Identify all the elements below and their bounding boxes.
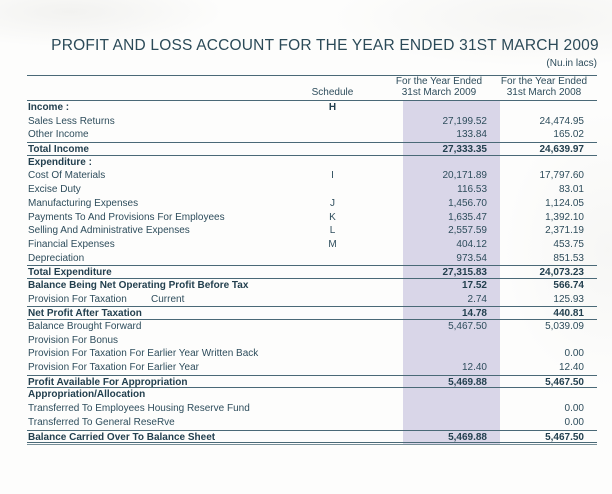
- table-row: [27, 101, 597, 115]
- row-value-2008: 5,467.50: [545, 431, 584, 443]
- row-value-2009: [365, 347, 487, 361]
- row-value-2008: 1,124.05: [545, 197, 584, 209]
- row-value-2009: 116.53: [457, 184, 487, 196]
- column-header-year-2008: [487, 76, 597, 98]
- row-label: Income :: [28, 102, 70, 113]
- row-value-2009: 2,557.59: [448, 225, 487, 237]
- row-value-2009: 27,315.83: [442, 267, 487, 279]
- row-label: Balance Carried Over To Balance Sheet: [28, 431, 216, 443]
- row-label: Transferred To Employees Housing Reserve Fund: [28, 403, 250, 415]
- row-schedule: [300, 279, 365, 293]
- row-label-cell: [27, 293, 300, 307]
- row-label: Selling And Administrative Expenses: [28, 225, 190, 237]
- row-schedule: [300, 128, 365, 142]
- row-value-2008: 165.02: [553, 129, 584, 141]
- row-value-2009: 17.52: [461, 279, 487, 291]
- row-value-2009: 5,469.88: [448, 431, 487, 443]
- row-value-2009: [365, 388, 487, 402]
- row-schedule: [300, 334, 365, 348]
- table-row: [27, 320, 597, 334]
- row-value-2008: [487, 101, 597, 115]
- row-schedule: [300, 252, 365, 266]
- row-value-2009: [365, 334, 487, 348]
- column-header-year-2009-line2: 31st March 2009: [401, 87, 477, 98]
- row-label-cell: [27, 279, 300, 293]
- row-label: Sales Less Returns: [28, 115, 115, 127]
- row-value-2009: 20,171.89: [442, 170, 487, 182]
- row-label: Provision For Taxation For Earlier Year Written Back: [28, 348, 259, 360]
- row-value-2009: [365, 156, 487, 170]
- row-label-cell: [27, 266, 300, 280]
- row-label: Net Profit After Taxation: [28, 308, 142, 320]
- column-header-year-2008-line2: 31st March 2008: [506, 87, 582, 98]
- column-header-year-2009-line1: For the Year Ended: [395, 76, 483, 87]
- row-label-cell: [27, 252, 300, 266]
- row-label: Excise Duty: [28, 184, 81, 196]
- row-label-cell: [27, 211, 300, 225]
- row-value-2008: 566.74: [553, 279, 584, 291]
- row-value-2009: 5,469.88: [448, 376, 487, 388]
- row-value-2008: [487, 156, 597, 170]
- row-label: Provision For Taxation: [28, 293, 127, 305]
- table-row: [27, 416, 597, 430]
- table-rows: [27, 101, 597, 443]
- row-label-cell: [27, 197, 300, 211]
- table-row: [27, 238, 597, 252]
- row-label-cell: [27, 402, 300, 416]
- row-value-2008: 24,073.23: [539, 267, 584, 279]
- row-value-2009: 973.54: [456, 252, 487, 264]
- row-label-cell: [27, 320, 300, 334]
- row-label-cell: [27, 156, 300, 170]
- row-value-2009: 27,333.35: [442, 144, 487, 156]
- row-schedule: [300, 347, 365, 361]
- row-value-2008: 5,467.50: [545, 376, 584, 388]
- column-header-schedule: Schedule: [311, 87, 354, 98]
- row-value-2009: 1,456.70: [448, 197, 487, 209]
- table-row: [27, 388, 597, 402]
- row-value-2008: [487, 334, 597, 348]
- row-schedule: I: [331, 170, 334, 182]
- table-row: [27, 375, 597, 389]
- row-label: Payments To And Provisions For Employees: [28, 211, 225, 223]
- table-row: [27, 306, 597, 320]
- table-row: [27, 211, 597, 225]
- row-label-cell: [27, 183, 300, 197]
- table-row: [27, 169, 597, 183]
- table-row: [27, 183, 597, 197]
- row-value-2008: 5,039.09: [545, 321, 584, 332]
- column-header-year-2009: [365, 76, 487, 98]
- row-label: Balance Brought Forward: [28, 321, 142, 332]
- row-schedule: [300, 416, 365, 430]
- row-value-2009: 27,199.52: [442, 115, 487, 127]
- row-label-cell: [27, 224, 300, 238]
- row-schedule: [300, 320, 365, 334]
- row-value-2008: 0.00: [564, 416, 584, 428]
- row-value-2009: 404.12: [456, 238, 487, 250]
- row-label-cell: [27, 169, 300, 183]
- table-header-row: [27, 75, 597, 101]
- row-label-cell: [27, 238, 300, 252]
- row-value-2008: 83.01: [558, 184, 584, 196]
- row-label: Expenditure :: [28, 156, 92, 168]
- row-label-cell: [27, 128, 300, 142]
- row-value-2008: 24,639.97: [539, 144, 584, 156]
- table-row: [27, 265, 597, 279]
- row-label: Total Income: [28, 144, 89, 156]
- row-value-2008: [487, 388, 597, 402]
- row-label: Manufacturing Expenses: [28, 197, 139, 209]
- table-row: [27, 197, 597, 211]
- table-row: [27, 293, 597, 307]
- row-value-2008: 453.75: [553, 238, 584, 250]
- profit-loss-table: [27, 75, 597, 443]
- row-label: Provision For Bonus: [28, 334, 119, 346]
- unit-note: (Nu.in lacs): [546, 58, 597, 69]
- row-schedule: H: [328, 102, 337, 113]
- row-label-cell: [27, 347, 300, 361]
- table-row: [27, 402, 597, 416]
- row-value-2009: [365, 101, 487, 115]
- row-schedule: [300, 431, 365, 445]
- row-label-cell: [27, 361, 300, 375]
- row-label: Financial Expenses: [28, 238, 115, 250]
- row-label-cell: [27, 376, 300, 390]
- row-label: Profit Available For Appropriation: [28, 376, 188, 388]
- table-row: [27, 142, 597, 156]
- row-schedule: M: [328, 238, 337, 250]
- row-value-2009: [365, 402, 487, 416]
- row-label-cell: [27, 115, 300, 129]
- row-label: Depreciation: [28, 252, 85, 264]
- column-header-year-2008-line1: For the Year Ended: [500, 76, 588, 87]
- row-value-2008: 851.53: [553, 252, 584, 264]
- table-row: [27, 252, 597, 266]
- row-label: Transferred To General ReseRve: [28, 416, 175, 428]
- row-value-2008: 0.00: [564, 403, 584, 415]
- row-schedule: [300, 293, 365, 307]
- row-value-2009: [365, 416, 487, 430]
- row-schedule: [300, 388, 365, 402]
- row-value-2009: 133.84: [456, 129, 487, 141]
- row-schedule: L: [329, 225, 336, 237]
- page-title: PROFIT AND LOSS ACCOUNT FOR THE YEAR ENDED 31ST MARCH 2009: [51, 37, 599, 54]
- row-value-2008: 0.00: [564, 348, 584, 360]
- row-label: Appropriation/Allocation: [28, 389, 146, 401]
- row-schedule: [300, 361, 365, 375]
- table-row: [27, 279, 597, 293]
- table-row: [27, 334, 597, 348]
- table-row: [27, 128, 597, 142]
- row-value-2009: 12.40: [461, 362, 487, 374]
- row-schedule: [300, 183, 365, 197]
- row-label-cell: [27, 143, 300, 157]
- table-row: [27, 115, 597, 129]
- row-label: Provision For Taxation For Earlier Year: [28, 362, 200, 374]
- table-row: [27, 224, 597, 238]
- table-row: [27, 430, 597, 444]
- table-row: [27, 347, 597, 361]
- row-value-2008: 1,392.10: [545, 211, 584, 223]
- row-schedule: [300, 402, 365, 416]
- row-value-2008: 12.40: [558, 362, 584, 374]
- row-value-2008: 2,371.19: [545, 225, 584, 237]
- row-schedule: [300, 115, 365, 129]
- row-label-cell: [27, 334, 300, 348]
- row-label: Balance Being Net Operating Profit Before Tax: [28, 279, 249, 291]
- row-label: Total Expenditure: [28, 267, 112, 279]
- row-schedule: [300, 266, 365, 280]
- row-label-cell: [27, 416, 300, 430]
- row-value-2009: 14.78: [461, 308, 487, 320]
- row-value-2009: 2.74: [467, 293, 487, 305]
- table-row: [27, 361, 597, 375]
- row-schedule: [300, 307, 365, 321]
- row-value-2008: 17,797.60: [539, 170, 584, 182]
- row-schedule: [300, 143, 365, 157]
- row-schedule: J: [330, 197, 335, 209]
- row-sublabel: Current: [151, 293, 185, 305]
- row-label-cell: [27, 431, 300, 445]
- row-value-2008: 24,474.95: [539, 115, 584, 127]
- row-label-cell: [27, 307, 300, 321]
- table-row: [27, 156, 597, 170]
- row-label-cell: [27, 101, 300, 115]
- row-value-2008: 440.81: [553, 308, 584, 320]
- row-value-2009: 1,635.47: [448, 211, 487, 223]
- row-schedule: K: [329, 211, 336, 223]
- row-label: Cost Of Materials: [28, 170, 106, 182]
- row-value-2008: 125.93: [553, 293, 584, 305]
- row-schedule: [300, 156, 365, 170]
- row-label-cell: [27, 388, 300, 402]
- row-label: Other Income: [28, 129, 89, 141]
- row-value-2009: 5,467.50: [448, 321, 487, 332]
- row-schedule: [300, 376, 365, 390]
